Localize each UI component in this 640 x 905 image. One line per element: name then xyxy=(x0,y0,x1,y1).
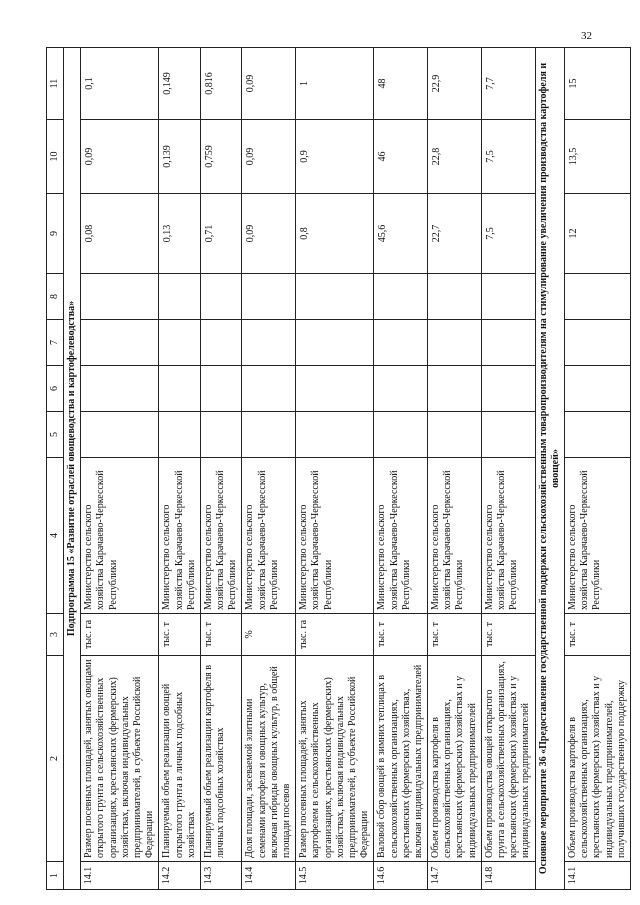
value-col-5 xyxy=(200,412,242,458)
value-col-8 xyxy=(481,274,535,320)
unit-of-measure: тыс. т xyxy=(481,614,535,656)
value-col-8 xyxy=(200,274,242,320)
table-row xyxy=(200,48,242,890)
unit-of-measure: тыс. т xyxy=(159,614,201,656)
unit-of-measure: % xyxy=(242,614,296,656)
value-col-10: 22,8 xyxy=(428,120,482,194)
row-number: 14.1 xyxy=(564,862,630,890)
indicator-name: Размер посевных площадей, занятых картофелем в сельскохозяйственных организациях, крестьянских (фермерских) хозяйствах, включая индивидуальных предпринимателей, в субъекте Российской Федерации xyxy=(296,656,374,862)
value-col-11: 0,816 xyxy=(200,48,242,120)
unit-of-measure: тыс. т xyxy=(374,614,428,656)
executor: Министерство сельского хозяйства Карачаево-Черкесской Республики xyxy=(296,458,374,614)
value-col-7 xyxy=(374,320,428,366)
measure-title-row xyxy=(535,48,564,890)
column-header: 3 xyxy=(47,614,64,656)
unit-of-measure: тыс. га xyxy=(81,614,159,656)
column-header: 9 xyxy=(47,194,64,274)
value-col-6 xyxy=(374,366,428,412)
value-col-10: 0,09 xyxy=(242,120,296,194)
executor: Министерство сельского хозяйства Карачаево-Черкесской Республики xyxy=(159,458,201,614)
indicator-name: Планируемый объем реализации картофеля в личных подсобных хозяйствах xyxy=(200,656,242,862)
row-number: 14.8 xyxy=(481,862,535,890)
value-col-11: 1 xyxy=(296,48,374,120)
value-col-9: 0,09 xyxy=(242,194,296,274)
value-col-8 xyxy=(428,274,482,320)
unit-of-measure: тыс. т xyxy=(428,614,482,656)
value-col-6 xyxy=(296,366,374,412)
table-row xyxy=(81,48,159,890)
table-row xyxy=(159,48,201,890)
column-header: 5 xyxy=(47,412,64,458)
column-header: 8 xyxy=(47,274,64,320)
value-col-8 xyxy=(564,274,630,320)
value-col-11: 0,149 xyxy=(159,48,201,120)
value-col-11: 7,7 xyxy=(481,48,535,120)
value-col-11: 22,9 xyxy=(428,48,482,120)
executor: Министерство сельского хозяйства Карачаево-Черкесской Республики xyxy=(428,458,482,614)
row-number: 14.4 xyxy=(242,862,296,890)
value-col-5 xyxy=(242,412,296,458)
value-col-7 xyxy=(296,320,374,366)
value-col-7 xyxy=(428,320,482,366)
value-col-10: 0,09 xyxy=(81,120,159,194)
row-number: 14.6 xyxy=(374,862,428,890)
column-number-row xyxy=(47,48,64,890)
value-col-10: 0,9 xyxy=(296,120,374,194)
value-col-11: 15 xyxy=(564,48,630,120)
value-col-8 xyxy=(374,274,428,320)
unit-of-measure: тыс. т xyxy=(200,614,242,656)
row-number: 14.1 xyxy=(81,862,159,890)
indicator-name: Валовой сбор овощей в зимних теплицах в сельскохозяйственных организациях, крестьянских (фермерских) хозяйствах, включая индивидуальных предпринимателей xyxy=(374,656,428,862)
value-col-9: 12 xyxy=(564,194,630,274)
row-number: 14.7 xyxy=(428,862,482,890)
value-col-7 xyxy=(159,320,201,366)
row-number: 14.5 xyxy=(296,862,374,890)
indicators-table xyxy=(46,47,631,890)
page-number: 32 xyxy=(581,30,592,42)
value-col-11: 0,1 xyxy=(81,48,159,120)
table-row xyxy=(242,48,296,890)
value-col-8 xyxy=(81,274,159,320)
executor: Министерство сельского хозяйства Карачаево-Черкесской Республики xyxy=(200,458,242,614)
unit-of-measure: тыс. га xyxy=(296,614,374,656)
document-page xyxy=(46,48,627,890)
value-col-5 xyxy=(564,412,630,458)
value-col-9: 0,13 xyxy=(159,194,201,274)
value-col-9: 45,6 xyxy=(374,194,428,274)
value-col-6 xyxy=(81,366,159,412)
value-col-5 xyxy=(81,412,159,458)
value-col-9: 0,8 xyxy=(296,194,374,274)
value-col-9: 7,5 xyxy=(481,194,535,274)
value-col-9: 0,71 xyxy=(200,194,242,274)
column-header: 2 xyxy=(47,656,64,862)
value-col-7 xyxy=(481,320,535,366)
value-col-6 xyxy=(481,366,535,412)
value-col-6 xyxy=(242,366,296,412)
executor: Министерство сельского хозяйства Карачаево-Черкесской Республики xyxy=(242,458,296,614)
value-col-6 xyxy=(428,366,482,412)
value-col-7 xyxy=(81,320,159,366)
subprogram-title: Подпрограмма 15 «Развитие отраслей овощеводства и картофелеводства» xyxy=(64,48,81,890)
value-col-5 xyxy=(296,412,374,458)
rotated-table-container xyxy=(46,48,627,890)
value-col-8 xyxy=(159,274,201,320)
value-col-11: 0,09 xyxy=(242,48,296,120)
executor: Министерство сельского хозяйства Карачаево-Черкесской Республики xyxy=(374,458,428,614)
row-number: 14.2 xyxy=(159,862,201,890)
value-col-10: 13,5 xyxy=(564,120,630,194)
value-col-10: 7,5 xyxy=(481,120,535,194)
value-col-5 xyxy=(428,412,482,458)
value-col-7 xyxy=(242,320,296,366)
value-col-10: 0,139 xyxy=(159,120,201,194)
indicator-name: Объем производства картофеля в сельскохозяйственных организациях, крестьянских (фермерских) хозяйствах и у индивидуальных предпринимателей, получивших государственную поддержку xyxy=(564,656,630,862)
column-header: 11 xyxy=(47,48,64,120)
value-col-5 xyxy=(481,412,535,458)
executor: Министерство сельского хозяйства Карачаево-Черкесской Республики xyxy=(481,458,535,614)
executor: Министерство сельского хозяйства Карачаево-Черкесской Республики xyxy=(564,458,630,614)
indicator-name: Объем производства картофеля в сельскохозяйственных организациях, крестьянских (фермерских) хозяйствах и у индивидуальных предпринимателей xyxy=(428,656,482,862)
value-col-6 xyxy=(159,366,201,412)
column-header: 7 xyxy=(47,320,64,366)
table-row xyxy=(428,48,482,890)
value-col-7 xyxy=(200,320,242,366)
value-col-9: 22,7 xyxy=(428,194,482,274)
row-number: 14.3 xyxy=(200,862,242,890)
value-col-9: 0,08 xyxy=(81,194,159,274)
value-col-8 xyxy=(242,274,296,320)
value-col-6 xyxy=(200,366,242,412)
value-col-5 xyxy=(374,412,428,458)
executor: Министерство сельского хозяйства Карачаево-Черкесской Республики xyxy=(81,458,159,614)
table-row xyxy=(481,48,535,890)
indicator-name: Планируемый объем реализации овощей открытого грунта в личных подсобных хозяйствах xyxy=(159,656,201,862)
table-row xyxy=(564,48,630,890)
value-col-8 xyxy=(296,274,374,320)
value-col-6 xyxy=(564,366,630,412)
value-col-7 xyxy=(564,320,630,366)
value-col-10: 46 xyxy=(374,120,428,194)
value-col-5 xyxy=(159,412,201,458)
subprogram-title-row xyxy=(64,48,81,890)
indicator-name: Объем производства овощей открытого грунта в сельскохозяйственных организациях, крестьянских (фермерских) хозяйствах и у индивидуальных предпринимателей xyxy=(481,656,535,862)
column-header: 6 xyxy=(47,366,64,412)
unit-of-measure: тыс. т xyxy=(564,614,630,656)
value-col-11: 48 xyxy=(374,48,428,120)
column-header: 1 xyxy=(47,862,64,890)
value-col-10: 0,759 xyxy=(200,120,242,194)
indicator-name: Доля площади, засеваемой элитными семенами картофеля и овощных культур, включая гибриды овощных культур, в общей площади посевов xyxy=(242,656,296,862)
table-row xyxy=(374,48,428,890)
column-header: 4 xyxy=(47,458,64,614)
indicator-name: Размер посевных площадей, занятых овощами открытого грунта в сельскохозяйственных организациях, крестьянских (фермерских) хозяйствах, включая индивидуальных предпринимателей, в субъекте Российской Федерации xyxy=(81,656,159,862)
table-row xyxy=(296,48,374,890)
measure-title: Основное мероприятие 36 «Предоставление государственной поддержки сельскохозяйственным товаропроизводителям на стимулирование увеличения производства картофеля и овощей» xyxy=(535,48,564,890)
column-header: 10 xyxy=(47,120,64,194)
